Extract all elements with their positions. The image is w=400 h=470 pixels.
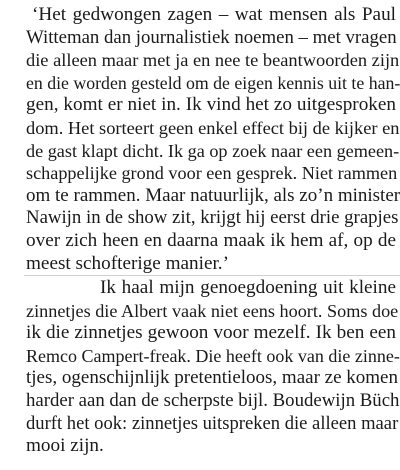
quote-paragraph <box>0 4 400 275</box>
text-line: mooi zijn. <box>26 435 104 457</box>
text-line: Ik haal mijn genoegdoening uit kleine <box>100 277 396 298</box>
text-line: zinnetjes die Albert vaak niet eens hoort. Soms doe <box>26 300 399 321</box>
text-line: die alleen maar met ja en nee te beantwoorden zijn <box>26 50 400 71</box>
text-line: de gast klapt dicht. Ik ga op zoek naar een gemeen- <box>26 140 400 161</box>
text-line: over zich heen en daarna maak ik hem af, op de <box>26 229 396 251</box>
text-line: gen, komt er niet in. Ik vind het zo uitgesproken <box>26 94 396 116</box>
text-line: harder aan dan de scherpste bijl. Boudewijn Büch <box>26 389 400 411</box>
text-line: durft het ook: zinnetjes uitspreken die alleen maar <box>26 412 399 434</box>
text-line: en die worden gesteld om de eigen kennis uit te han- <box>26 72 400 93</box>
text-line: om te rammen. Maar natuurlijk, als zo’n minister <box>26 184 400 206</box>
text-line: dom. Het sorteert geen enkel effect bij de kijker en <box>26 117 400 138</box>
text-line: tjes, ogenschijnlijk pretentieloos, maar ze komen <box>26 367 398 389</box>
text-line: Witteman dan journalistiek noemen – met vragen <box>26 26 397 48</box>
text-line: schappelijke grond voor een gesprek. Niet rammen <box>26 163 398 184</box>
text-line: ‘Het gedwongen zagen – wat mensen als Paul <box>32 4 396 25</box>
text-line: ik die zinnetjes gewoon voor mezelf. Ik ben een <box>26 322 396 344</box>
body-paragraph <box>0 277 400 458</box>
text-line: meest schofterige manier.’ <box>26 252 229 274</box>
text-line: Nawijn in de show zit, krijgt hij eerst drie grapjes <box>26 207 399 229</box>
text-line: Remco Campert-freak. Die heeft ook van die zinne- <box>26 345 400 366</box>
paragraph-divider <box>24 275 400 276</box>
